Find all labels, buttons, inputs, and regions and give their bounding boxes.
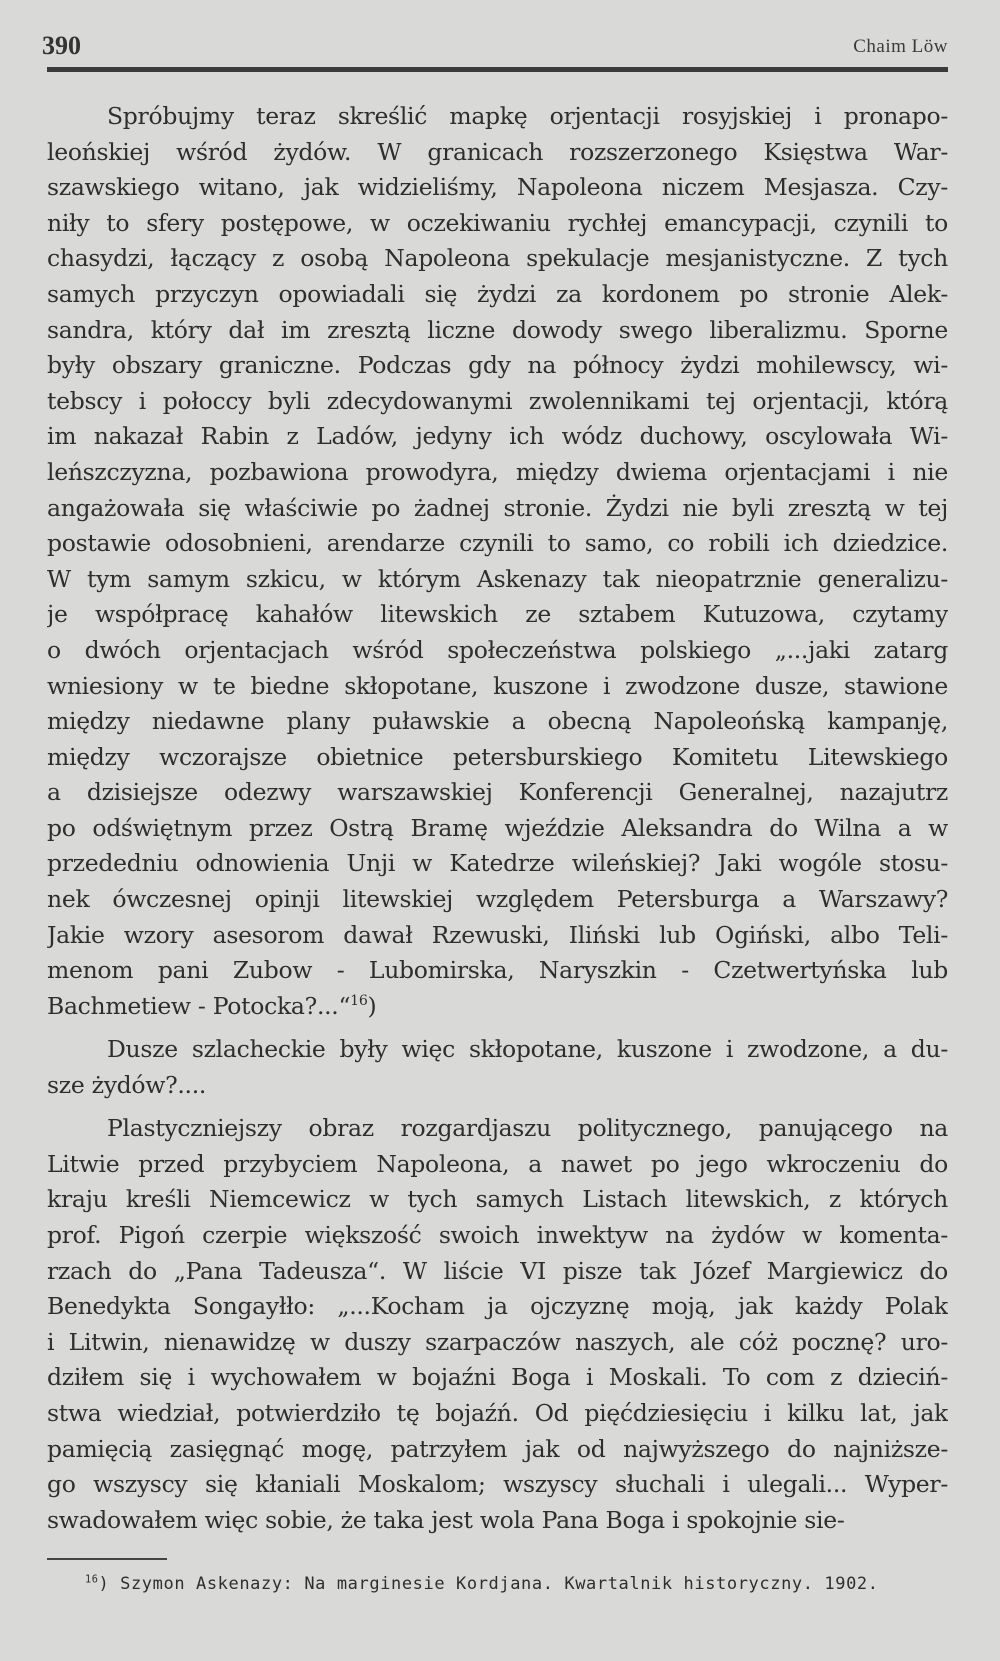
text-line: o dwóch orjentacjach wśród społeczeństwa polskiego „...jaki zatarg xyxy=(47,635,948,664)
text-line: swadowałem więc sobie, że taka jest wola Pana Boga i spokojnie sie- xyxy=(47,1505,845,1534)
text-line: W tym samym szkicu, w którym Askenazy tak nieopatrznie generalizu- xyxy=(47,564,948,593)
text-line: nek ówczesnej opinji litewskiej względem Petersburga a Warszawy? xyxy=(47,885,948,914)
text-line: Jakie wzory asesorom dawał Rzewuski, Iliński lub Ogiński, albo Teli- xyxy=(47,920,948,949)
text-line: angażowała się właściwie po żadnej stronie. Żydzi nie byli zresztą w tej xyxy=(47,493,948,522)
paragraph xyxy=(47,1111,948,1538)
page-number: 390 xyxy=(42,31,81,60)
text-line: dziłem się i wychowałem w bojaźni Boga i Moskali. To com z dzieciń- xyxy=(47,1363,948,1392)
text-line: Bachmetiew - Potocka?...“$^{16}$) xyxy=(47,991,377,1020)
text-line: leońskiej wśród żydów. W granicach rozszerzonego Księstwa War- xyxy=(47,137,948,166)
text-line: go wszyscy się kłaniali Moskalom; wszyscy słuchali i ulegali... Wyper- xyxy=(47,1470,948,1499)
text-line: chasydzi, łączący z osobą Napoleona spekulacje mesjanistyczne. Z tych xyxy=(47,244,948,273)
text-line: a dzisiejsze odezwy warszawskiej Konferencji Generalnej, nazajutrz xyxy=(47,778,948,807)
text-line: Plastyczniejszy obraz rozgardjaszu politycznego, panującego na xyxy=(107,1114,948,1143)
running-head-author: Chaim Löw xyxy=(853,36,948,57)
text-line: je współpracę kahałów litewskich ze sztabem Kutuzowa, czytamy xyxy=(47,600,948,629)
text-line: niły to sfery postępowe, w oczekiwaniu rychłej emancypacji, czynili to xyxy=(47,208,948,237)
header-rule xyxy=(47,67,948,72)
text-line: wniesiony w te biedne skłopotane, kuszone i zwodzone dusze, stawione xyxy=(47,671,948,700)
text-line: i Litwin, nienawidzę w duszy szarpaczów naszych, ale cóż pocznę? uro- xyxy=(47,1327,948,1356)
text-line: tebscy i połoccy byli zdecydowanymi zwolennikami tej orjentacji, którą xyxy=(47,386,948,415)
text-line: sze żydów?.... xyxy=(47,1070,207,1099)
text-line: sandra, który dał im zresztą liczne dowody swego liberalizmu. Sporne xyxy=(47,315,948,344)
text-line: Benedykta Songayłło: „...Kocham ja ojczyznę moją, jak każdy Polak xyxy=(47,1292,948,1321)
footnote-rule xyxy=(47,1558,167,1560)
text-line: kraju kreśli Niemcewicz w tych samych Listach litewskich, z których xyxy=(47,1185,948,1214)
text-line: postawie odosobnieni, arendarze czynili to samo, co robili ich dziedzice. xyxy=(47,529,948,558)
text-line: Litwie przed przybyciem Napoleona, a nawet po jego wkroczeniu do xyxy=(47,1149,948,1178)
text-line: stwa wiedział, potwierdziło tę bojaźń. Od pięćdziesięciu i kilku lat, jak xyxy=(47,1398,948,1427)
text-line: pamięcią zasięgnąć mogę, patrzyłem jak od najwyższego do najniższe- xyxy=(47,1434,948,1463)
text-line: po odświętnym przez Ostrą Bramę wjeździe Aleksandra do Wilna a w xyxy=(47,813,948,842)
text-line: samych przyczyn opowiadali się żydzi za kordonem po stronie Alek- xyxy=(47,279,948,308)
text-line: im nakazał Rabin z Ladów, jedyny ich wódz duchowy, oscylowała Wi- xyxy=(47,422,948,451)
text-line: były obszary graniczne. Podczas gdy na północy żydzi mohilewscy, wi- xyxy=(47,351,948,380)
text-line: przededniu odnowienia Unji w Katedrze wileńskiej? Jaki wogóle stosu- xyxy=(47,849,948,878)
text-line: Spróbujmy teraz skreślić mapkę orjentacji rosyjskiej i pronapo- xyxy=(107,102,948,130)
text-line: szawskiego witano, jak widzieliśmy, Napoleona niczem Mesjasza. Czy- xyxy=(47,173,948,202)
paragraph xyxy=(47,99,948,1024)
footnote: $^{16}$) Szymon Askenazy: Na marginesie Kordjana. Kwartalnik historyczny. 1902. xyxy=(85,1574,879,1594)
text-line: między wczorajsze obietnice petersburskiego Komitetu Litewskiego xyxy=(47,742,948,771)
text-line: między niedawne plany puławskie a obecną Napoleońską kampanję, xyxy=(47,707,948,736)
body-text xyxy=(47,99,948,1546)
text-line: menom pani Zubow - Lubomirska, Naryszkin - Czetwertyńska lub xyxy=(47,956,948,985)
text-line: Dusze szlacheckie były więc skłopotane, kuszone i zwodzone, a du- xyxy=(107,1035,948,1064)
text-line: rzach do „Pana Tadeusza“. W liście VI pisze tak Józef Margiewicz do xyxy=(47,1256,948,1285)
text-line: prof. Pigoń czerpie większość swoich inwektyw na żydów w komenta- xyxy=(47,1221,948,1249)
paragraph xyxy=(47,1032,948,1103)
text-line: leńszczyzna, pozbawiona prowodyra, między dwiema orjentacjami i nie xyxy=(47,457,948,486)
